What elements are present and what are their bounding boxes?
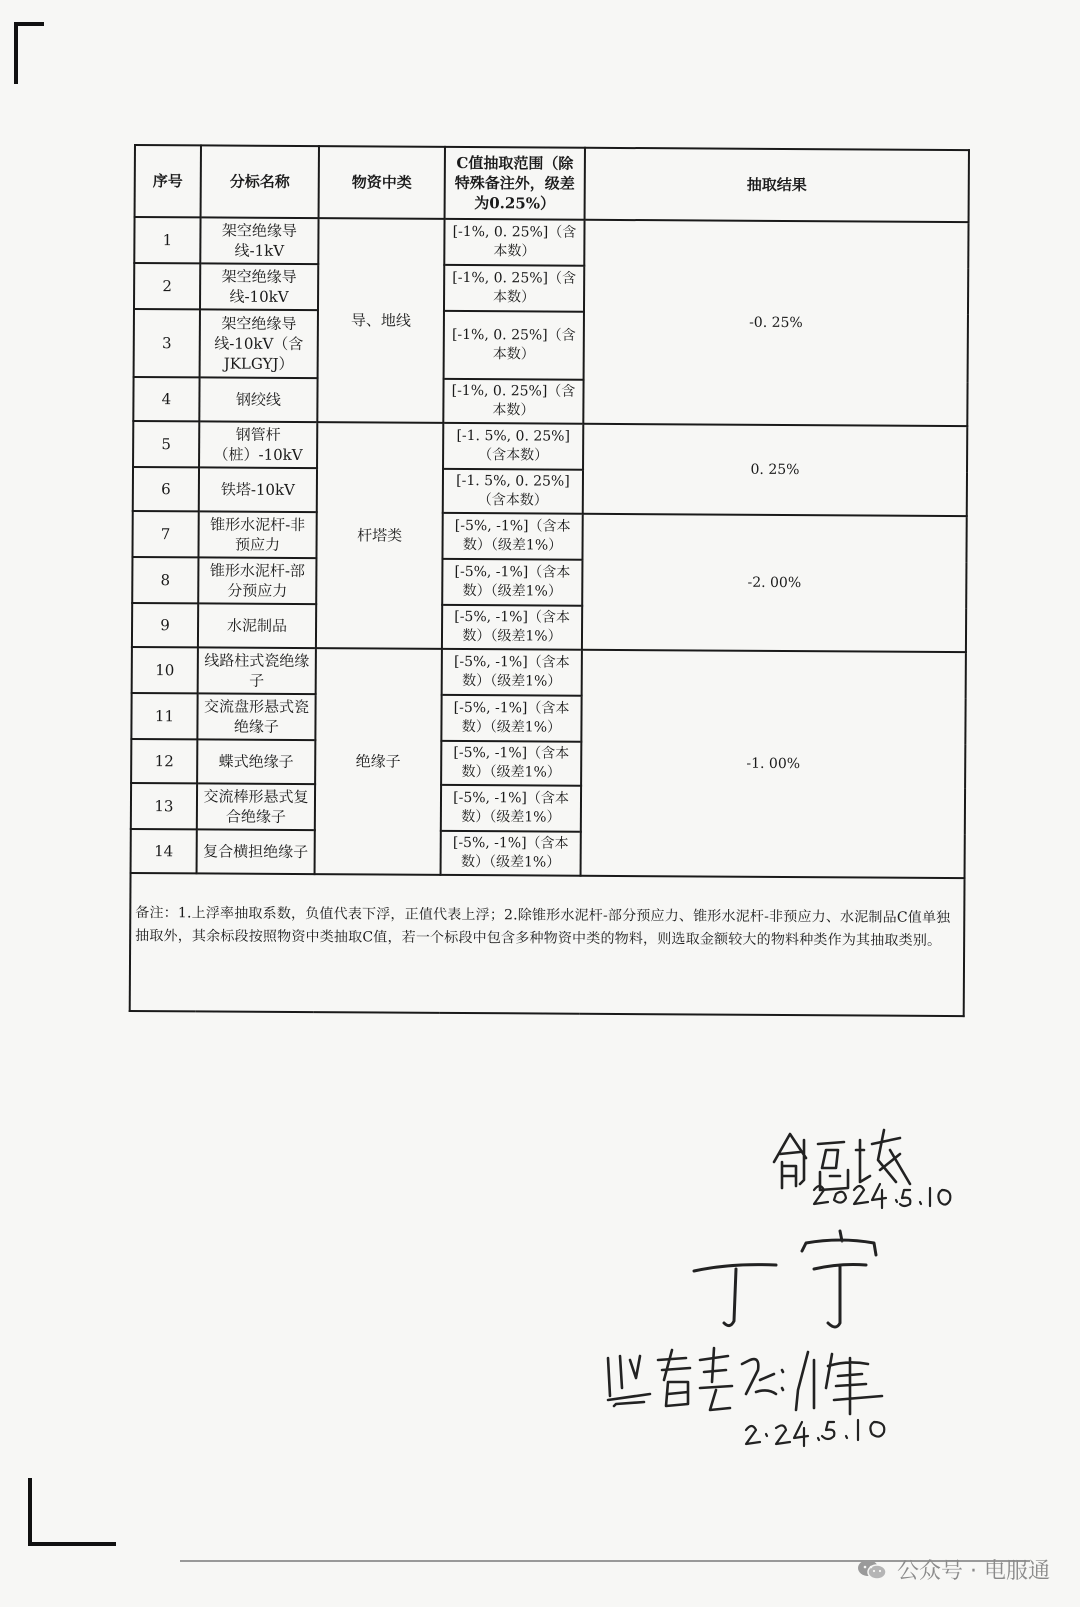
row-no: 4 [133, 377, 199, 421]
header-range: C值抽取范围（除特殊备注外，级差为0.25%） [445, 147, 585, 220]
row-range: [-1%, 0. 25%]（含本数） [444, 311, 584, 380]
row-name: 钢绞线 [199, 377, 317, 422]
signature-2 [690, 1225, 890, 1335]
scan-corner-bottom-vertical [28, 1478, 32, 1546]
note-text: 备注：1.上浮率抽取系数，负值代表下浮，正值代表上浮；2.除锥形水泥杆-部分预应力、锥形水泥杆-非预应力、水泥制品C值单独抽取外，其余标段按照物资中类抽取C值，若一个标段中包含多种物资中类的物料，则选取金额较大的物料种类作为其抽取类别。 [130, 873, 965, 1016]
table-row [132, 647, 966, 698]
row-no: 9 [132, 603, 198, 647]
row-range: [-5%, -1%]（含本数）（级差1%） [442, 559, 582, 606]
signature-1 [760, 1110, 960, 1210]
row-name: 锥形水泥杆-非预应力 [198, 511, 316, 558]
note-row [130, 873, 965, 1016]
extraction-results-table [129, 144, 970, 1017]
header-name: 分标名称 [201, 145, 319, 218]
row-name: 水泥制品 [198, 603, 316, 648]
row-no: 14 [131, 829, 197, 873]
row-range: [-1%, 0. 25%]（含本数） [444, 265, 584, 312]
row-name: 锥形水泥杆-部分预应力 [198, 557, 316, 604]
table-row [134, 217, 968, 268]
table-header-row [135, 145, 969, 222]
row-no: 11 [131, 693, 197, 739]
row-name: 架空绝缘导线-10kV [200, 263, 318, 310]
row-name: 线路柱式瓷绝缘子 [198, 647, 316, 694]
row-range: [-5%, -1%]（含本数）（级差1%） [441, 831, 581, 876]
row-name: 铁塔-10kV [199, 467, 317, 512]
header-category: 物资中类 [319, 146, 445, 219]
row-no: 10 [132, 647, 198, 693]
row-no: 12 [131, 739, 197, 783]
result-cell: -2. 00% [582, 514, 967, 652]
result-cell: -0. 25% [583, 220, 968, 426]
row-name: 交流盘形悬式瓷绝缘子 [197, 693, 315, 740]
row-no: 13 [131, 783, 197, 829]
row-range: [-1. 5%, 0. 25%]（含本数） [443, 423, 583, 470]
header-seq: 序号 [135, 145, 201, 217]
row-range: [-1%, 0. 25%]（含本数） [443, 379, 583, 424]
row-name: 蝶式绝缘子 [197, 739, 315, 784]
footer-watermark [857, 1554, 1050, 1585]
row-name: 架空绝缘导线-10kV（含JKLGYJ） [200, 309, 318, 378]
table-row [132, 511, 966, 562]
row-range: [-5%, -1%]（含本数）（级差1%） [442, 605, 582, 650]
wechat-icon [857, 1559, 887, 1581]
row-name: 复合横担绝缘子 [197, 829, 315, 874]
row-range: [-5%, -1%]（含本数）（级差1%） [441, 785, 581, 832]
row-name: 架空绝缘导线-1kV [200, 217, 318, 264]
row-name: 钢管杆（桩）-10kV [199, 421, 317, 468]
row-range: [-5%, -1%]（含本数）（级差1%） [441, 741, 581, 786]
category-cell: 杆塔类 [316, 422, 443, 649]
scan-corner-top-horizontal [14, 22, 44, 26]
row-no: 8 [132, 557, 198, 603]
row-no: 3 [134, 309, 200, 377]
row-no: 6 [133, 467, 199, 511]
row-no: 7 [132, 511, 198, 557]
category-cell: 导、地线 [317, 218, 444, 423]
table-row [133, 421, 967, 472]
signature-3 [600, 1330, 920, 1450]
footer-text: 公众号 · 电服通 [897, 1559, 1050, 1584]
row-range: [-5%, -1%]（含本数）（级差1%） [442, 513, 582, 560]
scan-corner-bottom-horizontal [28, 1542, 116, 1546]
result-cell: 0. 25% [583, 424, 968, 516]
category-cell: 绝缘子 [315, 648, 442, 875]
row-range: [-5%, -1%]（含本数）（级差1%） [442, 649, 582, 696]
row-no: 1 [134, 217, 200, 263]
header-result: 抽取结果 [585, 148, 969, 222]
row-name: 交流棒形悬式复合绝缘子 [197, 783, 315, 830]
row-range: [-1%, 0. 25%]（含本数） [444, 219, 584, 266]
row-no: 2 [134, 263, 200, 309]
row-range: [-5%, -1%]（含本数）（级差1%） [441, 695, 581, 742]
row-range: [-1. 5%, 0. 25%]（含本数） [443, 469, 583, 514]
scan-corner-top-vertical [14, 22, 18, 84]
result-cell: -1. 00% [581, 650, 966, 878]
row-no: 5 [133, 421, 199, 467]
